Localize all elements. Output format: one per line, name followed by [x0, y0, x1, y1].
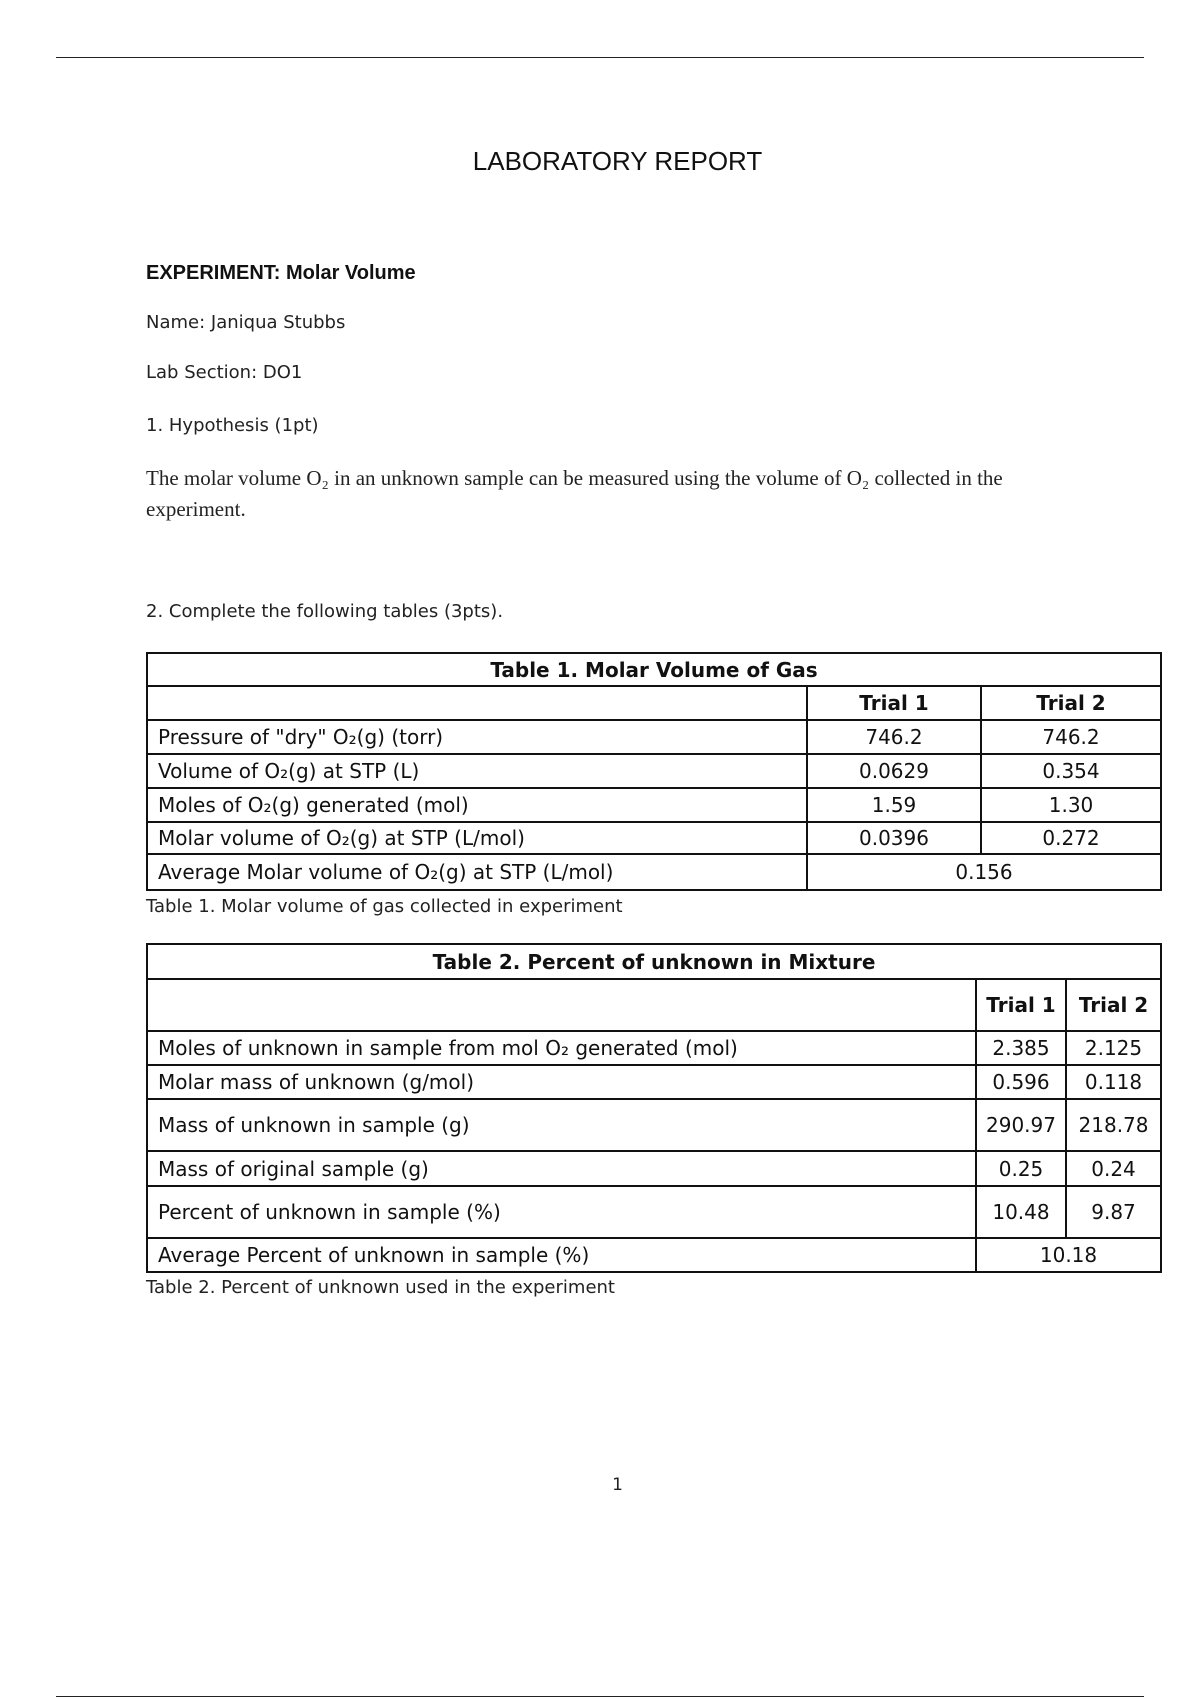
- header-rule: [56, 57, 1144, 58]
- average-value: 0.156: [807, 854, 1161, 890]
- trial-1-value: 290.97: [976, 1099, 1066, 1151]
- trial-2-value: 2.125: [1066, 1031, 1161, 1065]
- trial-1-value: 10.48: [976, 1186, 1066, 1238]
- col-header-trial-1: Trial 1: [976, 979, 1066, 1031]
- row-label: Moles of O₂(g) generated (mol): [147, 788, 807, 822]
- footer-rule: [56, 1696, 1144, 1697]
- report-title: LABORATORY REPORT: [472, 146, 763, 176]
- trial-1-value: 1.59: [807, 788, 981, 822]
- row-label: Moles of unknown in sample from mol O₂ generated (mol): [147, 1031, 976, 1065]
- hypothesis-heading: 1. Hypothesis (1pt): [146, 415, 319, 436]
- trial-1-value: 0.0629: [807, 754, 981, 788]
- trial-1-value: 0.0396: [807, 822, 981, 854]
- row-label: Percent of unknown in sample (%): [147, 1186, 976, 1238]
- row-label: Volume of O₂(g) at STP (L): [147, 754, 807, 788]
- table-2-caption: Table 2. Percent of unknown used in the experiment: [146, 1277, 615, 1298]
- average-label: Average Molar volume of O₂(g) at STP (L/mol): [147, 854, 807, 890]
- trial-2-value: 0.272: [981, 822, 1161, 854]
- col-header-trial-1: Trial 1: [807, 686, 981, 720]
- table-molar-volume: [146, 652, 1162, 891]
- empty-header-cell: [147, 686, 807, 720]
- table-row: [147, 720, 1161, 754]
- table-title-row: [147, 653, 1161, 686]
- lab-section: Lab Section: DO1: [146, 362, 303, 383]
- table-percent-unknown: [146, 943, 1162, 1273]
- table-1-caption: Table 1. Molar volume of gas collected in experiment: [146, 896, 623, 917]
- table-row: [147, 1151, 1161, 1186]
- trial-1-value: 2.385: [976, 1031, 1066, 1065]
- row-label: Mass of unknown in sample (g): [147, 1099, 976, 1151]
- student-name: Name: Janiqua Stubbs: [146, 312, 346, 333]
- trial-2-value: 746.2: [981, 720, 1161, 754]
- trial-2-value: 9.87: [1066, 1186, 1161, 1238]
- trial-1-value: 0.25: [976, 1151, 1066, 1186]
- row-label: Molar volume of O₂(g) at STP (L/mol): [147, 822, 807, 854]
- empty-header-cell: [147, 979, 976, 1031]
- trial-2-value: 0.354: [981, 754, 1161, 788]
- trial-2-value: 1.30: [981, 788, 1161, 822]
- table-header-row: [147, 686, 1161, 720]
- table-row: [147, 1031, 1161, 1065]
- row-label: Molar mass of unknown (g/mol): [147, 1065, 976, 1099]
- trial-1-value: 746.2: [807, 720, 981, 754]
- question-2-heading: 2. Complete the following tables (3pts).: [146, 601, 504, 622]
- trial-1-value: 0.596: [976, 1065, 1066, 1099]
- table-header-row: [147, 979, 1161, 1031]
- row-label: Pressure of "dry" O₂(g) (torr): [147, 720, 807, 754]
- experiment-heading: EXPERIMENT: Molar Volume: [146, 262, 416, 284]
- page-number: 1: [612, 1475, 623, 1495]
- table-average-row: [147, 854, 1161, 890]
- table-row: [147, 1065, 1161, 1099]
- row-label: Mass of original sample (g): [147, 1151, 976, 1186]
- average-value: 10.18: [976, 1238, 1161, 1272]
- col-header-trial-2: Trial 2: [1066, 979, 1161, 1031]
- table-row: [147, 1099, 1161, 1151]
- average-label: Average Percent of unknown in sample (%): [147, 1238, 976, 1272]
- table-average-row: [147, 1238, 1161, 1272]
- table-row: [147, 822, 1161, 854]
- col-header-trial-2: Trial 2: [981, 686, 1161, 720]
- table-title: Table 2. Percent of unknown in Mixture: [147, 944, 1161, 979]
- trial-2-value: 0.24: [1066, 1151, 1161, 1186]
- trial-2-value: 218.78: [1066, 1099, 1161, 1151]
- table-row: [147, 1186, 1161, 1238]
- table-title: Table 1. Molar Volume of Gas: [147, 653, 1161, 686]
- hypothesis-text: The molar volume O₂ in an unknown sample can be measured using the volume of O₂ collected in the experiment.: [146, 466, 1003, 521]
- table-row: [147, 788, 1161, 822]
- table-row: [147, 754, 1161, 788]
- trial-2-value: 0.118: [1066, 1065, 1161, 1099]
- table-title-row: [147, 944, 1161, 979]
